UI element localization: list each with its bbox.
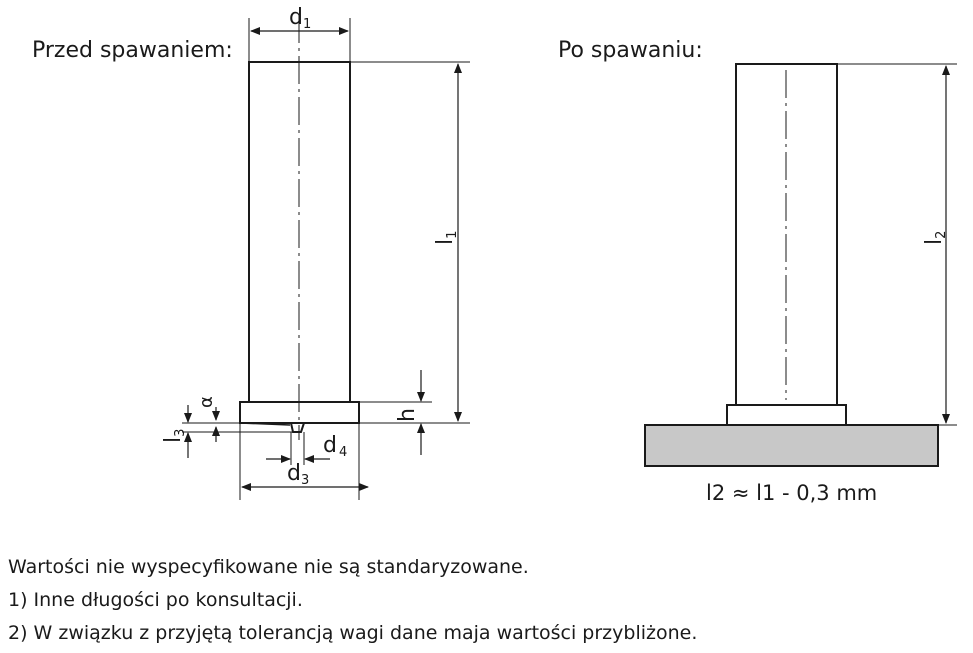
d3-label: d3 [287,461,310,488]
h-label: h [395,408,420,422]
note-lengths: 1) Inne długości po konsultacji. [8,589,303,611]
note-tolerance: 2) W związku z przyjętą tolerancją wagi dane maja wartości przybliżone. [8,622,698,644]
title-before: Przed spawaniem: [32,38,233,63]
stud-before-welding [32,5,470,500]
d4-label: d 4 [323,433,348,460]
stud-flange-after [727,405,846,425]
alpha-label: α [196,396,217,408]
stud-after-welding [558,38,957,505]
note-unspecified: Wartości nie wyspecyfikowane nie są standaryzowane. [8,556,529,578]
title-after: Po spawaniu: [558,38,703,63]
l2-label: l2 [922,230,949,245]
d1-label: d1 [289,5,312,32]
l1-label: l1 [433,230,460,245]
length-formula: l2 ≈ l1 - 0,3 mm [706,481,878,505]
l3-label: l3 [161,428,188,443]
base-plate [645,425,938,466]
ignition-tip [291,423,304,432]
